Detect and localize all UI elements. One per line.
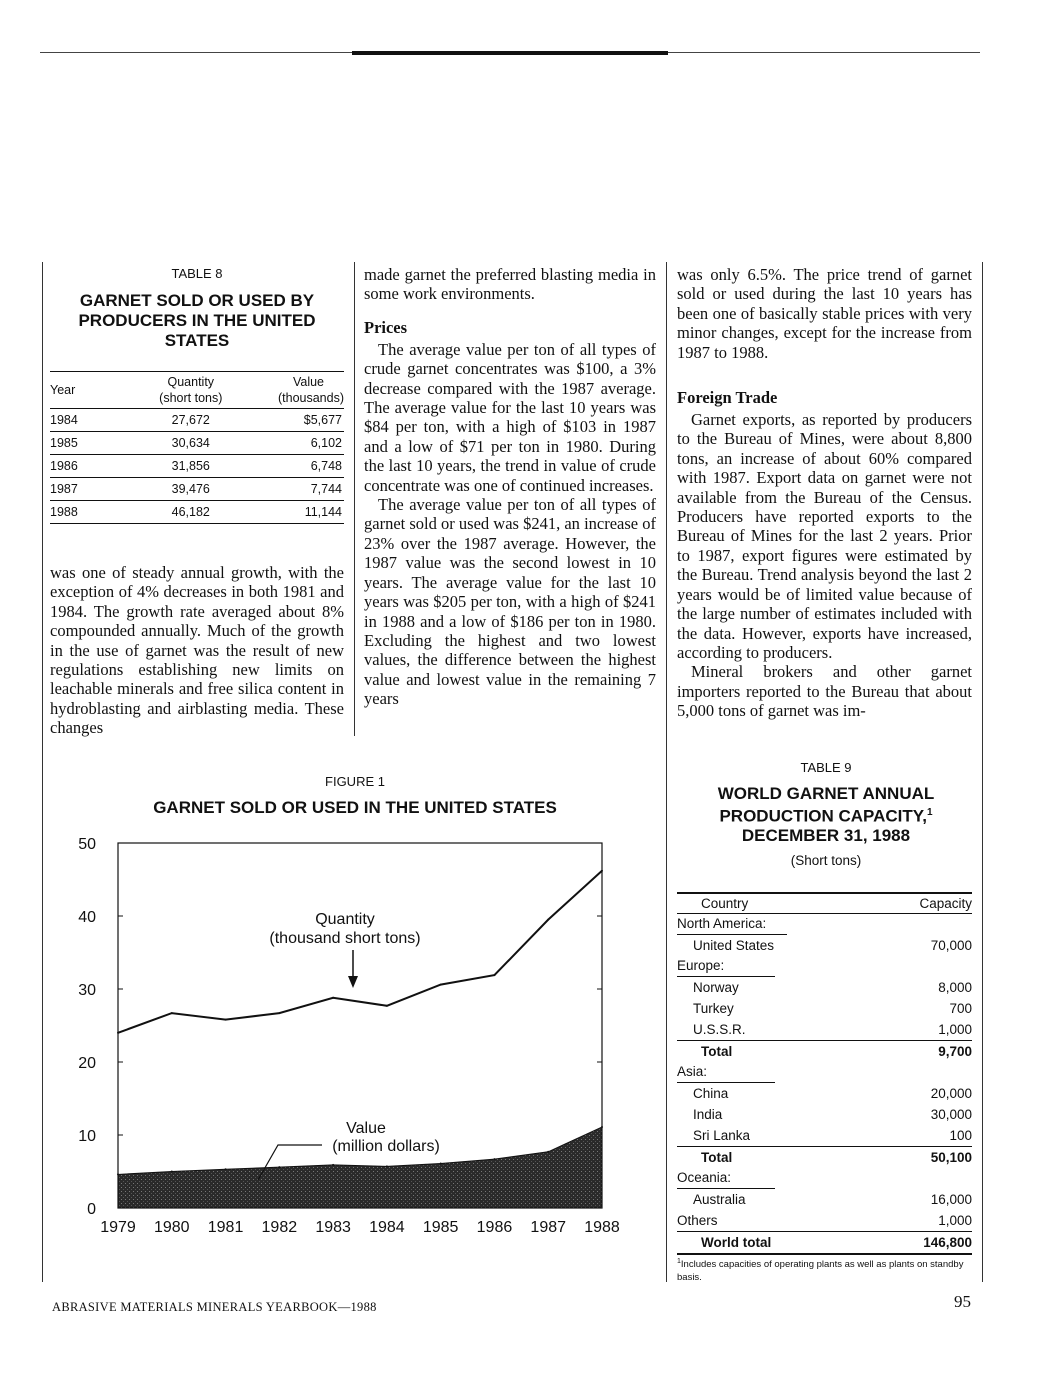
- cell-total-value: 9,700: [877, 1041, 972, 1063]
- table-row: [677, 1168, 972, 1189]
- cell-country: Others: [677, 1212, 718, 1228]
- x-tick-label: 1985: [422, 1219, 459, 1236]
- table-row: [677, 1125, 972, 1147]
- value-point: [278, 1166, 280, 1168]
- value-label: Value: [346, 1120, 386, 1137]
- value-point: [386, 1165, 388, 1167]
- value-point: [440, 1162, 442, 1164]
- cell-country: India: [693, 1106, 723, 1122]
- quantity-point: [493, 974, 495, 976]
- x-tick-label: 1984: [369, 1219, 405, 1236]
- column-3-text: [677, 265, 972, 721]
- table-row: [677, 1083, 972, 1104]
- table-header-row: [50, 372, 344, 409]
- cell-total-label: Total: [677, 1041, 877, 1063]
- cell-year: 1986: [50, 459, 78, 473]
- cell-country: China: [693, 1085, 729, 1101]
- cell-value: 6,102: [310, 436, 342, 450]
- paragraph: Garnet exports, as reported by producers to the Bureau of Mines, were about 8,800 tons, an increase of about 60% compared with 1987. Export data on garnet were not available from the Bureau of the Census. Producers have reported exports to the Bureau of Mines for the last 2 years. Prior to 1987, export figures were estimated by the Bureau. Trend analysis beyond the last 2 years would be of limited value because of the large number of estimates included with the data. However, exports have increased, according to producers.: [677, 410, 972, 662]
- x-tick-label: 1987: [530, 1219, 567, 1236]
- table-row-world-total: [677, 1232, 972, 1255]
- quantity-point: [117, 1032, 119, 1034]
- cell-year: 1984: [50, 413, 78, 427]
- col-quantity-unit: (short tons): [159, 391, 223, 405]
- cell-value: 6,748: [310, 459, 342, 473]
- x-tick-label: 1986: [476, 1219, 513, 1236]
- quantity-point: [386, 1005, 388, 1007]
- table-row: [50, 478, 344, 501]
- column-divider-2: [666, 262, 667, 1282]
- table-row-total: [677, 1041, 972, 1063]
- cell-capacity: 100: [949, 1127, 972, 1143]
- value-point: [601, 1126, 603, 1128]
- y-tick-label: 20: [78, 1055, 96, 1072]
- cell-country: Australia: [693, 1191, 746, 1207]
- table-row: [677, 977, 972, 998]
- value-point: [332, 1164, 334, 1166]
- table-header-row: [677, 893, 972, 914]
- table-9-footnote: [677, 1255, 975, 1284]
- table-8: [50, 266, 344, 524]
- value-point: [171, 1171, 173, 1173]
- quantity-arrow-head: [348, 976, 358, 988]
- cell-value: $5,677: [303, 413, 342, 427]
- y-tick-label: 30: [78, 982, 96, 999]
- running-footer: ABRASIVE MATERIALS MINERALS YEARBOOK—1988: [52, 1300, 377, 1314]
- cell-year: 1985: [50, 436, 78, 450]
- paragraph: The average value per ton of all types of garnet sold or used was $241, an increase of 23% over the 1987 average. However, the 1987 value was the second lowest in 10 years. The average value for the last 10 years was $205 per ton, with a high of $241 in 1988 and a low of $186 per ton in 1980. Excluding the highest and two lowest values, the difference between the highest value and lowest value in the remaining 7 years: [364, 495, 656, 709]
- y-tick-label: 0: [87, 1201, 96, 1218]
- cell-world-total-label: World total: [677, 1232, 877, 1255]
- paragraph: The average value per ton of all types of crude garnet concentrates was $100, a 3% decrease compared with the 1987 average. The average value for the last 10 years was $84 per ton, with a high of $103 in 1987 and a low of $71 per ton in 1980. During the last 10 years, the trend in value of crude concentrate was one of continued increases.: [364, 339, 656, 495]
- cell-year: 1987: [50, 482, 78, 496]
- quantity-point: [332, 997, 334, 999]
- cell-total-label: Total: [677, 1147, 877, 1169]
- cell-country: United States: [693, 937, 775, 953]
- paragraph: was only 6.5%. The price trend of garnet sold or used during the last 10 years has been one of basically stable prices with very minor changes, except for the increase from 1987 to 1988.: [677, 265, 972, 362]
- cell-capacity: 30,000: [930, 1106, 972, 1122]
- value-point: [493, 1158, 495, 1160]
- x-axis: [100, 1219, 620, 1236]
- left-margin-line: [42, 262, 43, 1282]
- value-point: [547, 1151, 549, 1153]
- col-value-label: Value: [292, 375, 324, 389]
- cell-capacity: 1,000: [938, 1212, 972, 1228]
- region-label: Europe:: [677, 956, 775, 977]
- cell-capacity: 70,000: [930, 937, 972, 953]
- cell-quantity: 46,182: [171, 505, 210, 519]
- cell-capacity: 8,000: [938, 979, 972, 995]
- footnote-mark: 1: [677, 1258, 681, 1265]
- table-row: [677, 1019, 972, 1041]
- table-row: [50, 432, 344, 455]
- x-tick-label: 1988: [584, 1219, 620, 1236]
- table-9-title: [676, 784, 976, 845]
- cell-world-total-value: 146,800: [877, 1232, 972, 1255]
- value-point: [225, 1168, 227, 1170]
- column-divider-1: [354, 262, 355, 736]
- top-rule-accent: [352, 51, 668, 55]
- quantity-point: [601, 870, 603, 872]
- quantity-point: [171, 1012, 173, 1014]
- table-row: [677, 935, 972, 956]
- x-tick-label: 1980: [153, 1219, 190, 1236]
- table-row: [677, 914, 972, 936]
- y-tick-label: 10: [78, 1128, 96, 1145]
- cell-value: 11,144: [304, 505, 342, 519]
- table-9-title-line1: WORLD GARNET ANNUAL: [717, 784, 935, 803]
- cell-capacity: 700: [949, 1000, 972, 1016]
- cell-country: U.S.S.R.: [693, 1021, 746, 1037]
- quantity-line: [118, 871, 602, 1033]
- table-row: [50, 501, 344, 524]
- table-row: [677, 956, 972, 977]
- quantity-unit-label: (thousand short tons): [269, 930, 421, 947]
- table-9: [677, 892, 972, 1255]
- table-row: [677, 1189, 972, 1210]
- table-8-grid: [50, 371, 344, 524]
- table-8-title: GARNET SOLD OR USED BY PRODUCERS IN THE UNITED STATES: [78, 291, 316, 350]
- value-point: [117, 1173, 119, 1175]
- section-heading-foreign-trade: Foreign Trade: [677, 388, 778, 408]
- table-row: [677, 1062, 972, 1083]
- quantity-point: [547, 919, 549, 921]
- paragraph: was one of steady annual growth, with the exception of 4% decreases in both 1981 and 1984. The growth rate averaged about 8% compounded annually. Much of the growth in the use of garnet was the result of new regulations establishing new limits on leachable minerals and free silica content in hydroblasting and airblasting media. These changes: [50, 563, 344, 738]
- cell-quantity: 27,672: [171, 413, 210, 427]
- table-9-title-line3: DECEMBER 31, 1988: [741, 825, 911, 845]
- table-9-label: TABLE 9: [800, 760, 852, 775]
- column-1-text: [50, 563, 344, 738]
- col-quantity-label: Quantity: [167, 375, 215, 389]
- table-row: [677, 1104, 972, 1125]
- right-margin-line: [982, 262, 983, 1282]
- value-unit-label: (million dollars): [332, 1138, 440, 1155]
- x-tick-label: 1981: [207, 1219, 244, 1236]
- col-quantity: [120, 372, 244, 409]
- table-9-title-line2: PRODUCTION CAPACITY,: [719, 806, 927, 826]
- table-row: [50, 455, 344, 478]
- table-row: [50, 409, 344, 432]
- quantity-label: Quantity: [315, 911, 375, 928]
- figure-1-title: GARNET SOLD OR USED IN THE UNITED STATES: [153, 798, 557, 817]
- figure-1-label: FIGURE 1: [325, 774, 385, 789]
- x-tick-label: 1979: [100, 1219, 136, 1236]
- region-label: North America:: [677, 914, 787, 935]
- cell-quantity: 30,634: [171, 436, 210, 450]
- region-label: Oceania:: [677, 1168, 775, 1189]
- region-label: Asia:: [677, 1062, 775, 1083]
- cell-year: 1988: [50, 505, 78, 519]
- cell-country: Turkey: [693, 1000, 734, 1016]
- page-number: 95: [954, 1292, 971, 1311]
- column-2-text: [364, 265, 656, 709]
- cell-capacity: 16,000: [930, 1191, 972, 1207]
- y-tick-label: 40: [78, 909, 96, 926]
- cell-quantity: 31,856: [171, 459, 210, 473]
- x-tick-label: 1983: [315, 1219, 351, 1236]
- col-capacity: Capacity: [919, 896, 972, 911]
- table-8-label: TABLE 8: [171, 266, 223, 281]
- y-tick-label: 50: [78, 836, 96, 853]
- quantity-point: [440, 984, 442, 986]
- cell-total-value: 50,100: [877, 1147, 972, 1169]
- col-value-unit: (thousands): [277, 391, 344, 405]
- paragraph: made garnet the preferred blasting media in some work environments.: [364, 265, 656, 304]
- cell-capacity: 20,000: [930, 1085, 972, 1101]
- table-row: [677, 1210, 972, 1232]
- figure-1-chart: [80, 830, 640, 1240]
- cell-country: Norway: [693, 979, 739, 995]
- col-value: [244, 372, 344, 409]
- paragraph: Mineral brokers and other garnet importers reported to the Bureau that about 5,000 tons of garnet was im-: [677, 662, 972, 721]
- cell-country: Sri Lanka: [693, 1127, 751, 1143]
- table-9-units: (Short tons): [790, 853, 862, 868]
- table-row-total: [677, 1147, 972, 1169]
- table-9-grid: [677, 892, 972, 1255]
- table-row: [677, 998, 972, 1019]
- col-country: Country: [701, 896, 749, 911]
- table-9-title-footnote-mark: 1: [926, 807, 933, 818]
- quantity-point: [225, 1019, 227, 1021]
- footnote-text: Includes capacities of operating plants as well as plants on standby basis.: [677, 1259, 964, 1284]
- cell-value: 7,744: [310, 482, 342, 496]
- quantity-point: [278, 1012, 280, 1014]
- section-heading-prices: Prices: [364, 317, 408, 337]
- cell-capacity: 1,000: [938, 1021, 972, 1037]
- cell-quantity: 39,476: [171, 482, 210, 496]
- quantity-points: [117, 870, 603, 1034]
- x-tick-label: 1982: [261, 1219, 298, 1236]
- col-year: Year: [50, 383, 76, 397]
